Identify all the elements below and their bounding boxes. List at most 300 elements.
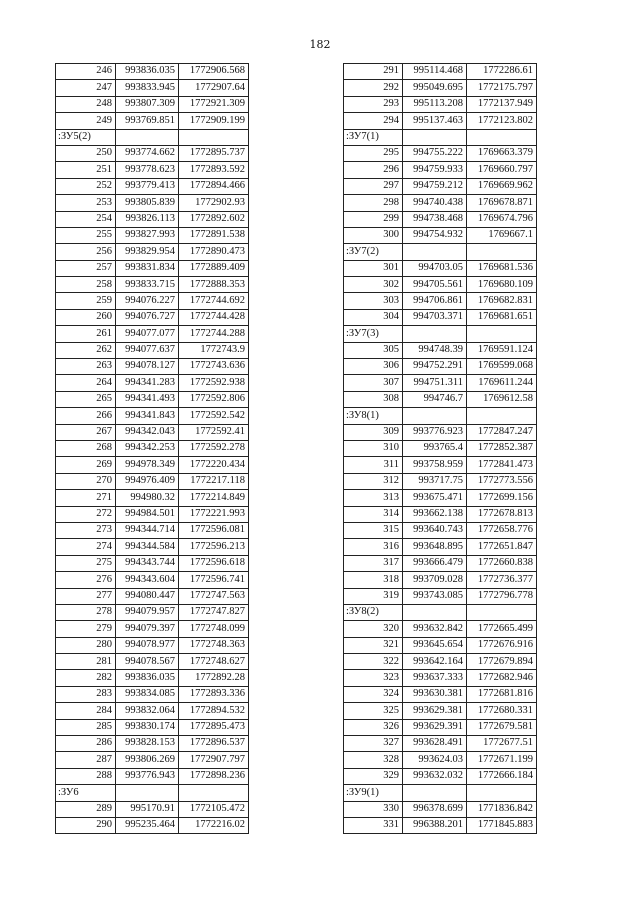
- y-coordinate: 1772105.472: [179, 801, 249, 817]
- table-row: [56, 555, 249, 571]
- point-number: 293: [344, 96, 403, 112]
- point-number: 277: [56, 588, 116, 604]
- x-coordinate: 993805.839: [116, 195, 179, 211]
- x-coordinate: 993828.153: [116, 736, 179, 752]
- point-number: 287: [56, 752, 116, 768]
- page-number: 182: [309, 38, 331, 51]
- point-number: 292: [344, 80, 403, 96]
- y-coordinate: 1769663.379: [467, 145, 537, 161]
- table-row: [344, 506, 537, 522]
- table-row: [56, 670, 249, 686]
- x-coordinate: 993628.491: [403, 736, 467, 752]
- y-coordinate: 1772676.916: [467, 637, 537, 653]
- table-row: [56, 473, 249, 489]
- y-coordinate: 1769681.536: [467, 260, 537, 276]
- table-row: [344, 64, 537, 80]
- table-row: [56, 703, 249, 719]
- y-coordinate: 1772896.537: [179, 736, 249, 752]
- x-coordinate: 994080.447: [116, 588, 179, 604]
- y-coordinate: 1772893.592: [179, 162, 249, 178]
- y-coordinate: 1772748.363: [179, 637, 249, 653]
- y-coordinate: 1772889.409: [179, 260, 249, 276]
- table-row: [56, 686, 249, 702]
- point-number: 324: [344, 686, 403, 702]
- x-coordinate: 994751.311: [403, 375, 467, 391]
- point-number: 271: [56, 490, 116, 506]
- x-coordinate: 993743.085: [403, 588, 467, 604]
- x-coordinate: 993836.035: [116, 670, 179, 686]
- table-row: [344, 195, 537, 211]
- table-row: [56, 604, 249, 620]
- x-coordinate: 993709.028: [403, 572, 467, 588]
- y-coordinate: 1769660.797: [467, 162, 537, 178]
- x-coordinate: 994079.957: [116, 604, 179, 620]
- y-coordinate: 1769611.244: [467, 375, 537, 391]
- table-row: [56, 736, 249, 752]
- table-row: [56, 719, 249, 735]
- point-number: 266: [56, 408, 116, 424]
- table-row: [344, 375, 537, 391]
- table-row: [56, 440, 249, 456]
- table-row: [344, 719, 537, 735]
- empty-cell: [403, 408, 467, 424]
- y-coordinate: 1772744.288: [179, 326, 249, 342]
- point-number: 308: [344, 391, 403, 407]
- table-row: [344, 686, 537, 702]
- y-coordinate: 1772596.213: [179, 539, 249, 555]
- y-coordinate: 1771836.842: [467, 801, 537, 817]
- table-row: [56, 359, 249, 375]
- point-number: 321: [344, 637, 403, 653]
- x-coordinate: 994341.843: [116, 408, 179, 424]
- section-label: :ЗУ7(1): [344, 129, 403, 145]
- section-label: :ЗУ6: [56, 785, 116, 801]
- point-number: 291: [344, 64, 403, 80]
- point-number: 250: [56, 145, 116, 161]
- empty-cell: [467, 785, 537, 801]
- x-coordinate: 994759.212: [403, 178, 467, 194]
- x-coordinate: 994703.05: [403, 260, 467, 276]
- x-coordinate: 993827.993: [116, 227, 179, 243]
- empty-cell: [467, 326, 537, 342]
- point-number: 316: [344, 539, 403, 555]
- point-number: 286: [56, 736, 116, 752]
- y-coordinate: 1772175.797: [467, 80, 537, 96]
- table-row: [56, 424, 249, 440]
- y-coordinate: 1772773.556: [467, 473, 537, 489]
- point-number: 272: [56, 506, 116, 522]
- x-coordinate: 996378.699: [403, 801, 467, 817]
- table-row: [344, 588, 537, 604]
- y-coordinate: 1772748.627: [179, 654, 249, 670]
- y-coordinate: 1772892.602: [179, 211, 249, 227]
- point-number: 276: [56, 572, 116, 588]
- x-coordinate: 995170.91: [116, 801, 179, 817]
- y-coordinate: 1772841.473: [467, 457, 537, 473]
- point-number: 289: [56, 801, 116, 817]
- y-coordinate: 1772221.993: [179, 506, 249, 522]
- point-number: 252: [56, 178, 116, 194]
- table-row: [56, 375, 249, 391]
- y-coordinate: 1769669.962: [467, 178, 537, 194]
- table-row: [344, 670, 537, 686]
- point-number: 309: [344, 424, 403, 440]
- x-coordinate: 993637.333: [403, 670, 467, 686]
- table-row: [344, 752, 537, 768]
- table-row: [56, 293, 249, 309]
- section-label: :ЗУ7(3): [344, 326, 403, 342]
- y-coordinate: 1772747.563: [179, 588, 249, 604]
- x-coordinate: 994755.222: [403, 145, 467, 161]
- table-row: [344, 637, 537, 653]
- table-row: [344, 178, 537, 194]
- point-number: 257: [56, 260, 116, 276]
- table-row: [344, 227, 537, 243]
- table-row: [56, 654, 249, 670]
- table-row: [56, 539, 249, 555]
- coordinates-table-right: [343, 63, 537, 834]
- table-row: [56, 277, 249, 293]
- table-row: [344, 440, 537, 456]
- y-coordinate: 1772921.309: [179, 96, 249, 112]
- x-coordinate: 993806.269: [116, 752, 179, 768]
- y-coordinate: 1772902.93: [179, 195, 249, 211]
- point-number: 330: [344, 801, 403, 817]
- section-label-row: [344, 326, 537, 342]
- table-row: [56, 572, 249, 588]
- x-coordinate: 993830.174: [116, 719, 179, 735]
- table-row: [344, 391, 537, 407]
- y-coordinate: 1772895.737: [179, 145, 249, 161]
- y-coordinate: 1772679.894: [467, 654, 537, 670]
- x-coordinate: 994076.727: [116, 309, 179, 325]
- point-number: 315: [344, 522, 403, 538]
- table-row: [56, 817, 249, 833]
- x-coordinate: 993832.064: [116, 703, 179, 719]
- y-coordinate: 1769682.831: [467, 293, 537, 309]
- table-row: [344, 211, 537, 227]
- table-row: [56, 408, 249, 424]
- point-number: 284: [56, 703, 116, 719]
- table-row: [56, 64, 249, 80]
- point-number: 323: [344, 670, 403, 686]
- table-row: [344, 817, 537, 833]
- x-coordinate: 994078.977: [116, 637, 179, 653]
- y-coordinate: 1772137.949: [467, 96, 537, 112]
- y-coordinate: 1772909.199: [179, 113, 249, 129]
- y-coordinate: 1772123.802: [467, 113, 537, 129]
- x-coordinate: 993666.479: [403, 555, 467, 571]
- table-row: [344, 768, 537, 784]
- point-number: 261: [56, 326, 116, 342]
- x-coordinate: 994341.493: [116, 391, 179, 407]
- y-coordinate: 1772893.336: [179, 686, 249, 702]
- x-coordinate: 996388.201: [403, 817, 467, 833]
- table-row: [56, 637, 249, 653]
- section-label-row: [56, 785, 249, 801]
- y-coordinate: 1772658.776: [467, 522, 537, 538]
- point-number: 259: [56, 293, 116, 309]
- empty-cell: [467, 408, 537, 424]
- section-label-row: [344, 408, 537, 424]
- x-coordinate: 994342.043: [116, 424, 179, 440]
- table-row: [344, 260, 537, 276]
- point-number: 273: [56, 522, 116, 538]
- x-coordinate: 993632.842: [403, 621, 467, 637]
- section-label-row: [344, 129, 537, 145]
- table-row: [344, 96, 537, 112]
- x-coordinate: 994980.32: [116, 490, 179, 506]
- point-number: 260: [56, 309, 116, 325]
- empty-cell: [179, 129, 249, 145]
- y-coordinate: 1772907.797: [179, 752, 249, 768]
- table-row: [56, 96, 249, 112]
- table-row: [56, 801, 249, 817]
- table-row: [344, 522, 537, 538]
- table-row: [56, 244, 249, 260]
- point-number: 288: [56, 768, 116, 784]
- x-coordinate: 993675.471: [403, 490, 467, 506]
- x-coordinate: 995113.208: [403, 96, 467, 112]
- y-coordinate: 1772744.428: [179, 309, 249, 325]
- x-coordinate: 994706.861: [403, 293, 467, 309]
- point-number: 304: [344, 309, 403, 325]
- y-coordinate: 1772596.741: [179, 572, 249, 588]
- table-row: [56, 145, 249, 161]
- point-number: 298: [344, 195, 403, 211]
- x-coordinate: 994978.349: [116, 457, 179, 473]
- table-row: [56, 113, 249, 129]
- empty-cell: [467, 604, 537, 620]
- x-coordinate: 994705.561: [403, 277, 467, 293]
- y-coordinate: 1772220.434: [179, 457, 249, 473]
- y-coordinate: 1772596.618: [179, 555, 249, 571]
- x-coordinate: 994746.7: [403, 391, 467, 407]
- y-coordinate: 1769680.109: [467, 277, 537, 293]
- empty-cell: [116, 785, 179, 801]
- point-number: 258: [56, 277, 116, 293]
- y-coordinate: 1772736.377: [467, 572, 537, 588]
- y-coordinate: 1772592.278: [179, 440, 249, 456]
- point-number: 268: [56, 440, 116, 456]
- y-coordinate: 1772671.199: [467, 752, 537, 768]
- table-row: [56, 506, 249, 522]
- point-number: 307: [344, 375, 403, 391]
- x-coordinate: 994077.637: [116, 342, 179, 358]
- x-coordinate: 995049.695: [403, 80, 467, 96]
- y-coordinate: 1772681.816: [467, 686, 537, 702]
- table-row: [56, 342, 249, 358]
- table-row: [56, 227, 249, 243]
- table-row: [344, 703, 537, 719]
- x-coordinate: 993765.4: [403, 440, 467, 456]
- point-number: 281: [56, 654, 116, 670]
- point-number: 322: [344, 654, 403, 670]
- x-coordinate: 995114.468: [403, 64, 467, 80]
- y-coordinate: 1772680.331: [467, 703, 537, 719]
- x-coordinate: 994703.371: [403, 309, 467, 325]
- y-coordinate: 1772651.847: [467, 539, 537, 555]
- table-row: [344, 457, 537, 473]
- point-number: 262: [56, 342, 116, 358]
- x-coordinate: 994341.283: [116, 375, 179, 391]
- point-number: 306: [344, 359, 403, 375]
- point-number: 295: [344, 145, 403, 161]
- point-number: 313: [344, 490, 403, 506]
- table-row: [56, 588, 249, 604]
- x-coordinate: 993833.715: [116, 277, 179, 293]
- x-coordinate: 994079.397: [116, 621, 179, 637]
- empty-cell: [403, 129, 467, 145]
- point-number: 267: [56, 424, 116, 440]
- x-coordinate: 994976.409: [116, 473, 179, 489]
- point-number: 282: [56, 670, 116, 686]
- table-row: [344, 309, 537, 325]
- point-number: 301: [344, 260, 403, 276]
- y-coordinate: 1772699.156: [467, 490, 537, 506]
- x-coordinate: 995235.464: [116, 817, 179, 833]
- x-coordinate: 993717.75: [403, 473, 467, 489]
- point-number: 300: [344, 227, 403, 243]
- section-label-row: [344, 604, 537, 620]
- y-coordinate: 1772892.28: [179, 670, 249, 686]
- table-row: [344, 621, 537, 637]
- point-number: 248: [56, 96, 116, 112]
- y-coordinate: 1772906.568: [179, 64, 249, 80]
- x-coordinate: 994748.39: [403, 342, 467, 358]
- point-number: 318: [344, 572, 403, 588]
- x-coordinate: 993758.959: [403, 457, 467, 473]
- y-coordinate: 1772907.64: [179, 80, 249, 96]
- y-coordinate: 1769674.796: [467, 211, 537, 227]
- x-coordinate: 993645.654: [403, 637, 467, 653]
- y-coordinate: 1772679.581: [467, 719, 537, 735]
- x-coordinate: 993642.164: [403, 654, 467, 670]
- y-coordinate: 1772743.636: [179, 359, 249, 375]
- table-row: [344, 277, 537, 293]
- y-coordinate: 1769681.651: [467, 309, 537, 325]
- point-number: 312: [344, 473, 403, 489]
- point-number: 278: [56, 604, 116, 620]
- y-coordinate: 1772660.838: [467, 555, 537, 571]
- point-number: 251: [56, 162, 116, 178]
- y-coordinate: 1772592.938: [179, 375, 249, 391]
- y-coordinate: 1772666.184: [467, 768, 537, 784]
- table-row: [56, 260, 249, 276]
- empty-cell: [467, 244, 537, 260]
- y-coordinate: 1772847.247: [467, 424, 537, 440]
- x-coordinate: 993648.895: [403, 539, 467, 555]
- y-coordinate: 1772214.849: [179, 490, 249, 506]
- x-coordinate: 993774.662: [116, 145, 179, 161]
- table-row: [344, 145, 537, 161]
- table-row: [344, 342, 537, 358]
- empty-cell: [403, 604, 467, 620]
- point-number: 246: [56, 64, 116, 80]
- table-row: [344, 424, 537, 440]
- empty-cell: [403, 785, 467, 801]
- point-number: 275: [56, 555, 116, 571]
- y-coordinate: 1772677.51: [467, 736, 537, 752]
- y-coordinate: 1772894.532: [179, 703, 249, 719]
- x-coordinate: 994738.468: [403, 211, 467, 227]
- x-coordinate: 993632.032: [403, 768, 467, 784]
- point-number: 263: [56, 359, 116, 375]
- y-coordinate: 1772665.499: [467, 621, 537, 637]
- section-label: :ЗУ5(2): [56, 129, 116, 145]
- empty-cell: [116, 129, 179, 145]
- x-coordinate: 993630.381: [403, 686, 467, 702]
- y-coordinate: 1772796.778: [467, 588, 537, 604]
- x-coordinate: 993629.381: [403, 703, 467, 719]
- y-coordinate: 1771845.883: [467, 817, 537, 833]
- point-number: 314: [344, 506, 403, 522]
- point-number: 310: [344, 440, 403, 456]
- section-label: :ЗУ9(1): [344, 785, 403, 801]
- section-label-row: [344, 785, 537, 801]
- y-coordinate: 1769678.871: [467, 195, 537, 211]
- y-coordinate: 1769612.58: [467, 391, 537, 407]
- point-number: 299: [344, 211, 403, 227]
- x-coordinate: 993629.391: [403, 719, 467, 735]
- x-coordinate: 994752.291: [403, 359, 467, 375]
- table-row: [56, 752, 249, 768]
- table-row: [56, 195, 249, 211]
- y-coordinate: 1772743.9: [179, 342, 249, 358]
- empty-cell: [467, 129, 537, 145]
- point-number: 269: [56, 457, 116, 473]
- y-coordinate: 1772895.473: [179, 719, 249, 735]
- x-coordinate: 993778.623: [116, 162, 179, 178]
- y-coordinate: 1772286.61: [467, 64, 537, 80]
- table-row: [344, 801, 537, 817]
- table-row: [56, 391, 249, 407]
- y-coordinate: 1772748.099: [179, 621, 249, 637]
- y-coordinate: 1769599.068: [467, 359, 537, 375]
- x-coordinate: 994342.253: [116, 440, 179, 456]
- x-coordinate: 993624.03: [403, 752, 467, 768]
- y-coordinate: 1772888.353: [179, 277, 249, 293]
- point-number: 253: [56, 195, 116, 211]
- x-coordinate: 993640.743: [403, 522, 467, 538]
- table-row: [344, 572, 537, 588]
- y-coordinate: 1772852.387: [467, 440, 537, 456]
- point-number: 283: [56, 686, 116, 702]
- empty-cell: [403, 244, 467, 260]
- table-row: [344, 473, 537, 489]
- table-row: [56, 211, 249, 227]
- y-coordinate: 1772898.236: [179, 768, 249, 784]
- point-number: 319: [344, 588, 403, 604]
- point-number: 264: [56, 375, 116, 391]
- y-coordinate: 1772592.806: [179, 391, 249, 407]
- empty-cell: [179, 785, 249, 801]
- point-number: 328: [344, 752, 403, 768]
- point-number: 290: [56, 817, 116, 833]
- point-number: 302: [344, 277, 403, 293]
- x-coordinate: 994343.604: [116, 572, 179, 588]
- table-row: [344, 162, 537, 178]
- table-row: [56, 621, 249, 637]
- table-row: [56, 490, 249, 506]
- x-coordinate: 993776.923: [403, 424, 467, 440]
- x-coordinate: 993836.035: [116, 64, 179, 80]
- point-number: 305: [344, 342, 403, 358]
- table-row: [344, 539, 537, 555]
- x-coordinate: 994076.227: [116, 293, 179, 309]
- point-number: 303: [344, 293, 403, 309]
- x-coordinate: 993834.085: [116, 686, 179, 702]
